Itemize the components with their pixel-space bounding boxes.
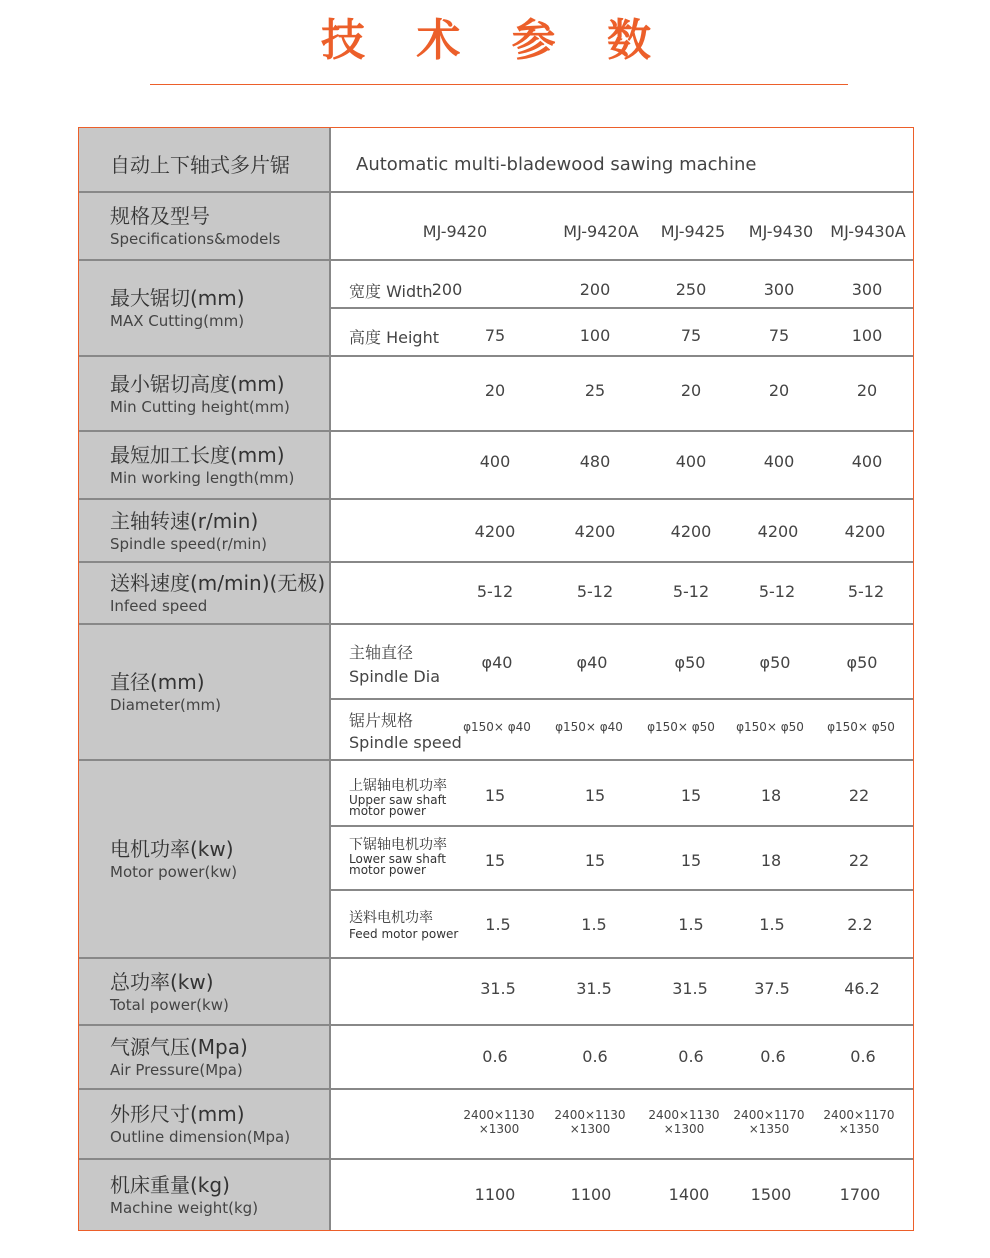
min-length-value-2: 480 xyxy=(579,452,611,471)
upper-motor-label xyxy=(349,777,447,817)
min-height-label xyxy=(79,357,331,430)
air-value-3: 0.6 xyxy=(678,1047,704,1066)
height-value-3: 75 xyxy=(680,326,702,345)
upper-motor-value-2: 15 xyxy=(584,786,606,805)
outline-line1: 2400×1130 xyxy=(648,1108,720,1122)
machine-name: Automatic multi-bladewood sawing machine xyxy=(356,154,757,175)
height-value-1: 75 xyxy=(484,326,506,345)
spindle-dia-value-1: φ40 xyxy=(481,653,513,672)
infeed-value-3: 5-12 xyxy=(672,582,710,601)
max-cut-label-en: MAX Cutting(mm) xyxy=(110,312,245,330)
spindle-dia-label-en: Spindle Dia xyxy=(349,667,440,686)
weight-value-4: 1500 xyxy=(750,1185,792,1204)
feed-motor-value-4: 1.5 xyxy=(759,915,785,934)
feed-motor-value-2: 1.5 xyxy=(581,915,607,934)
lower-motor-label xyxy=(349,836,447,876)
sub-row-divider xyxy=(331,307,913,309)
outline-line2: ×1350 xyxy=(838,1122,880,1136)
min-height-value-3: 20 xyxy=(680,381,702,400)
total-power-value-1: 31.5 xyxy=(480,979,516,998)
outline-value-5 xyxy=(809,1108,909,1136)
min-length-value-3: 400 xyxy=(675,452,707,471)
min-length-label-en: Min working length(mm) xyxy=(110,469,295,487)
motor-label-en: Motor power(kw) xyxy=(110,863,238,881)
spindle-speed-value-1: 4200 xyxy=(474,522,516,541)
air-value-4: 0.6 xyxy=(760,1047,786,1066)
outline-value-1 xyxy=(449,1108,549,1136)
min-length-value-5: 400 xyxy=(851,452,883,471)
min-length-value-4: 400 xyxy=(763,452,795,471)
min-height-value-2: 25 xyxy=(584,381,606,400)
diameter-label-en: Diameter(mm) xyxy=(110,696,221,714)
total-power-label-cn: 总功率(kw) xyxy=(110,969,214,994)
infeed-value-1: 5-12 xyxy=(476,582,514,601)
spindle-dia-value-3: φ50 xyxy=(674,653,706,672)
infeed-value-2: 5-12 xyxy=(576,582,614,601)
outline-line1: 2400×1170 xyxy=(733,1108,805,1122)
infeed-label xyxy=(79,563,331,623)
min-length-label-cn: 最短加工长度(mm) xyxy=(110,443,285,467)
lower-motor-value-1: 15 xyxy=(484,851,506,870)
spindle-dia-value-5: φ50 xyxy=(846,653,878,672)
infeed-label-cn: 送料速度(m/min)(无极) xyxy=(110,571,326,595)
min-height-label-en: Min Cutting height(mm) xyxy=(110,397,290,416)
spec-label-cn: 规格及型号 xyxy=(110,204,210,228)
lower-motor-label-en2: motor power xyxy=(349,863,426,877)
total-power-value-2: 31.5 xyxy=(576,979,612,998)
width-value-1: 200 xyxy=(431,280,463,299)
lower-motor-label-en1: Lower saw shaft xyxy=(349,852,446,866)
height-label: 高度 Height xyxy=(349,328,439,347)
blade-spec-label-en: Spindle speed xyxy=(349,733,462,752)
upper-motor-value-1: 15 xyxy=(484,786,506,805)
diameter-label xyxy=(79,625,331,759)
spindle-dia-label-cn: 主轴直径 xyxy=(349,643,414,662)
min-height-label-cn: 最小锯切高度(mm) xyxy=(110,371,285,396)
model-4: MJ-9430 xyxy=(748,222,814,241)
spindle-speed-label xyxy=(79,500,331,561)
weight-label-en: Machine weight(kg) xyxy=(110,1199,259,1217)
spindle-speed-value-2: 4200 xyxy=(574,522,616,541)
width-value-2: 200 xyxy=(579,280,611,299)
lower-motor-value-5: 22 xyxy=(848,851,870,870)
total-power-value-4: 37.5 xyxy=(754,979,790,998)
height-value-4: 75 xyxy=(768,326,790,345)
min-length-label xyxy=(79,432,331,498)
blade-spec-value-3: φ150× φ50 xyxy=(647,720,715,734)
total-power-label-en: Total power(kw) xyxy=(110,995,229,1014)
feed-motor-value-3: 1.5 xyxy=(678,915,704,934)
outline-label xyxy=(79,1090,331,1158)
outline-line2: ×1300 xyxy=(478,1122,520,1136)
outline-line2: ×1300 xyxy=(569,1122,611,1136)
outline-label-cn: 外形尺寸(mm) xyxy=(110,1102,245,1126)
spindle-speed-label-en: Spindle speed(r/min) xyxy=(110,534,267,553)
max-cut-label xyxy=(79,261,331,355)
weight-value-3: 1400 xyxy=(668,1185,710,1204)
total-power-value-5: 46.2 xyxy=(844,979,880,998)
blade-spec-value-2: φ150× φ40 xyxy=(555,720,623,734)
spec-label-en: Specifications&models xyxy=(110,230,281,248)
max-cut-label-cn: 最大锯切(mm) xyxy=(110,286,245,310)
spindle-dia-value-2: φ40 xyxy=(576,653,608,672)
air-label-cn: 气源气压(Mpa) xyxy=(110,1035,248,1059)
weight-value-2: 1100 xyxy=(570,1185,612,1204)
height-value-2: 100 xyxy=(579,326,611,345)
outline-value-4 xyxy=(719,1108,819,1136)
width-value-4: 300 xyxy=(763,280,795,299)
weight-value-5: 1700 xyxy=(839,1185,881,1204)
model-1: MJ-9420 xyxy=(422,222,488,241)
page-title: 技 术 参 数 xyxy=(321,15,669,66)
spindle-speed-value-3: 4200 xyxy=(670,522,712,541)
lower-motor-value-2: 15 xyxy=(584,851,606,870)
width-value-5: 300 xyxy=(851,280,883,299)
upper-motor-value-4: 18 xyxy=(760,786,782,805)
spindle-dia-value-4: φ50 xyxy=(759,653,791,672)
height-value-5: 100 xyxy=(851,326,883,345)
air-value-5: 0.6 xyxy=(850,1047,876,1066)
lower-motor-label-cn: 下锯轴电机功率 xyxy=(349,837,447,853)
outline-value-2 xyxy=(540,1108,640,1136)
model-5: MJ-9430A xyxy=(830,222,906,241)
infeed-label-en: Infeed speed xyxy=(110,597,208,615)
spindle-speed-label-cn: 主轴转速(r/min) xyxy=(110,508,259,533)
upper-motor-value-5: 22 xyxy=(848,786,870,805)
outline-label-en: Outline dimension(Mpa) xyxy=(110,1128,291,1146)
upper-motor-value-3: 15 xyxy=(680,786,702,805)
width-label: 宽度 Width xyxy=(349,282,433,301)
min-length-value-1: 400 xyxy=(479,452,511,471)
lower-motor-value-4: 18 xyxy=(760,851,782,870)
blade-spec-value-4: φ150× φ50 xyxy=(736,720,804,734)
blade-spec-value-5: φ150× φ50 xyxy=(827,720,895,734)
feed-motor-label xyxy=(349,909,458,941)
outline-line2: ×1300 xyxy=(663,1122,705,1136)
motor-label xyxy=(79,761,331,957)
total-power-value-3: 31.5 xyxy=(672,979,708,998)
upper-motor-label-en2: motor power xyxy=(349,804,426,818)
width-value-3: 250 xyxy=(675,280,707,299)
min-height-value-1: 20 xyxy=(484,381,506,400)
air-value-2: 0.6 xyxy=(582,1047,608,1066)
sub-row-divider xyxy=(331,889,913,891)
feed-motor-label-en: Feed motor power xyxy=(349,927,459,941)
spec-label xyxy=(79,193,331,259)
title-divider xyxy=(150,84,848,85)
outline-line1: 2400×1130 xyxy=(463,1108,535,1122)
blade-spec-value-1: φ150× φ40 xyxy=(463,720,531,734)
feed-motor-value-5: 2.2 xyxy=(847,915,873,934)
spindle-speed-value-5: 4200 xyxy=(844,522,886,541)
weight-label xyxy=(79,1160,331,1230)
machine-label-cn: 自动上下轴式多片锯 xyxy=(110,153,290,177)
air-label xyxy=(79,1026,331,1088)
sub-row-divider xyxy=(331,825,913,827)
motor-label-cn: 电机功率(kw) xyxy=(110,837,234,861)
spec-table xyxy=(78,127,914,1231)
weight-value-1: 1100 xyxy=(474,1185,516,1204)
machine-label xyxy=(79,128,331,192)
min-height-value-4: 20 xyxy=(768,381,790,400)
model-2: MJ-9420A xyxy=(563,222,639,241)
outline-line1: 2400×1130 xyxy=(554,1108,626,1122)
upper-motor-label-cn: 上锯轴电机功率 xyxy=(349,778,447,794)
infeed-value-4: 5-12 xyxy=(758,582,796,601)
outline-line1: 2400×1170 xyxy=(823,1108,895,1122)
air-label-en: Air Pressure(Mpa) xyxy=(110,1061,243,1079)
air-value-1: 0.6 xyxy=(482,1047,508,1066)
weight-label-cn: 机床重量(kg) xyxy=(110,1173,230,1197)
outline-line2: ×1350 xyxy=(748,1122,790,1136)
diameter-label-cn: 直径(mm) xyxy=(110,670,205,694)
spindle-speed-value-4: 4200 xyxy=(757,522,799,541)
min-height-value-5: 20 xyxy=(856,381,878,400)
feed-motor-label-cn: 送料电机功率 xyxy=(349,910,433,926)
total-power-label xyxy=(79,959,331,1024)
upper-motor-label-en1: Upper saw shaft xyxy=(349,793,447,807)
model-3: MJ-9425 xyxy=(660,222,726,241)
sub-row-divider xyxy=(331,698,913,700)
feed-motor-value-1: 1.5 xyxy=(485,915,511,934)
infeed-value-5: 5-12 xyxy=(847,582,885,601)
lower-motor-value-3: 15 xyxy=(680,851,702,870)
blade-spec-label-cn: 锯片规格 xyxy=(349,711,414,730)
